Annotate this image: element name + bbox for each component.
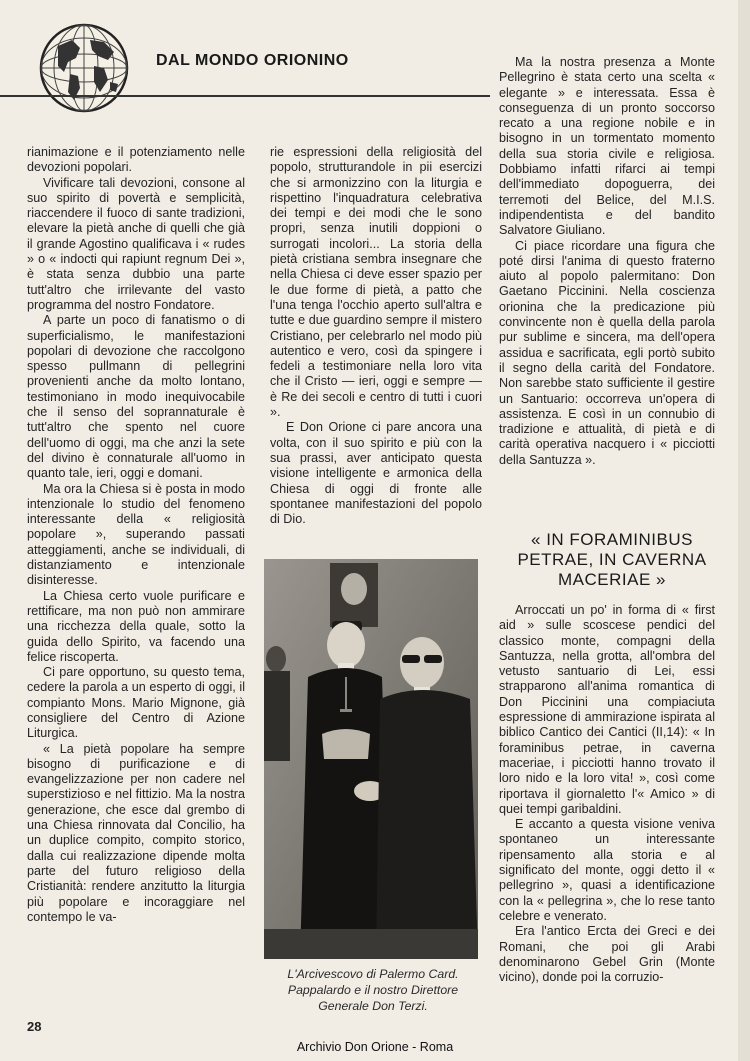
header-rule [0, 95, 490, 97]
paragraph: Ci pare opportuno, su questo tema, cedere la parola a un esperto di oggi, il compianto Mons. Mario Mignone, già consigliere del Centro di Azione Liturgica. [27, 665, 245, 741]
article-column-3 [499, 55, 715, 468]
photo-cardinal-and-director [264, 559, 478, 959]
paragraph: Arroccati un po' in forma di « first aid » sulle scoscese pendici del classico monte, compagni della Santuzza, nella grotta, all'ombra del vetusto santuario di Lei, essi strapparono all'anima romantica di Don Piccinini una compiaciuta espressione di ammirazione ispirata al biblico Cantico dei Cantici (II,14): « In foraminibus petrae, in caverna maceriae, i picciotti hanno trovato il loro nido e la loro vita! », così come riportava il giornaletto l'« Amico » di quei tempi garibaldini. [499, 603, 715, 816]
paragraph: La Chiesa certo vuole purificare e rettificare, ma non può non ammirare una ricchezza della quale, sotto la guida dello Spirito, va facendo una felice riscoperta. [27, 588, 245, 664]
paragraph: Ma ora la Chiesa si è posta in modo intenzionale lo studio del fenomeno interessante della « religiosità popolare », superando passati atteggiamenti, anche se individuali, di distanziamento e intenzionale disinteresse. [27, 481, 245, 588]
section-title: « IN FORAMINIBUS PETRAE, IN CAVERNA MACERIAE » [517, 530, 707, 589]
paragraph: Ci piace ricordare una figura che poté dirsi l'anima di questo fraterno aiuto al popolo palermitano: Don Gaetano Piccinini. Nella coscienza orionina che la predicazione più convincente non è quella della parola pur sublime e sincera, ma dell'opera assidua e sacrificata, egli portò subito il segno della carità del Fondatore. Non sarebbe stato sufficiente il gestire un Santuario: occorreva un'opera di assistenza. E così in un connubio di tradizione e attualità, di pietà e di carità operativa nacquero i « picciotti della Santuzza ». [499, 238, 715, 467]
paragraph: E accanto a questa visione veniva spontaneo un interessante ripensamento alla storia e al significato del monte, oggi detto il « pellegrino », quasi a identificazione con la « pellegrina », che lo rese tanto celebre e venerato. [499, 817, 715, 923]
section-header-title: DAL MONDO ORIONINO [156, 52, 349, 69]
page-number: 28 [27, 1019, 42, 1034]
paragraph: rie espressioni della religiosità del popolo, strutturandole in pii esercizi che si armonizzino con la liturgia e rispettino l'inquadratura celebrativa dei tempi e dei modi che le sono propri, senza inutili doppioni o surrogati incolori... La storia della pietà cristiana sembra insegnare che nella Chiesa ci deve esser spazio per le due forme di pietà, a patto che l'una tenga l'occhio aperto sull'altra e tutte e due guardino sempre il mistero Cristiano, per celebrarlo nel modo più autentico e vero, così da spingere i fedeli a testimoniare nella loro vita che il Cristo — ieri, oggi e sempre — è Re dei secoli e centro di tutti i cuori ». [270, 145, 482, 420]
section-column [499, 603, 715, 985]
archive-watermark: Archivio Don Orione - Roma [296, 1040, 454, 1054]
paragraph: Era l'antico Ercta dei Greci e dei Romani, che poi gli Arabi denominarono Gebel Grin (Monte vicino), donde poi la corruzio- [499, 924, 715, 985]
globe-icon [38, 22, 130, 114]
paragraph: E Don Orione ci pare ancora una volta, con il suo spirito e più con la sua prassi, aver anticipato questa visione intelligente e armonica della Chiesa di oggi di fronte alle spontanee manifestazioni del popolo di Dio. [270, 420, 482, 527]
photo-caption: L'Arcivescovo di Palermo Card. Pappalardo e il nostro Direttore Generale Don Terzi. [287, 967, 459, 1013]
article-column-2 [270, 145, 482, 527]
article-column-1 [27, 145, 245, 925]
paragraph: Ma la nostra presenza a Monte Pellegrino è stata certo una scelta « elegante » e interessata. Essa è conseguenza di un pronto soccorso recato a una regione nobile e in bisogno in un tormentato momento della sua storia civile e religiosa. Dobbiamo infatti rifarci ai tempi dell'immediato dopoguerra, dei terremoti del Belice, del M.I.S. indipendentista e del bandito Salvatore Giuliano. [499, 55, 715, 238]
paragraph: « La pietà popolare ha sempre bisogno di purificazione e di evangelizzazione per non cadere nel superstizioso e nel fittizio. Ma la nostra generazione, che esce dal grembo di una Chiesa rinnovata dal Concilio, ha un duplice compito, compito storico, dalla cui realizzazione dipende molta parte del futuro religioso della Cristianità: rendere anzitutto la liturgia più popolare e incoraggiare nel contempo le va- [27, 741, 245, 924]
paragraph: Vivificare tali devozioni, consone al suo spirito di povertà e semplicità, riaccendere il fuoco di sante tradizioni, elevare la pietà anche di quelli che già il grande Agostino qualificava i « rudes » o « indocti qui rapiunt regnum Dei », è stata senza dubbio una parte tutt'altro che irrilevante del vasto programma del nostro Fondatore. [27, 175, 245, 312]
paragraph: A parte un poco di fanatismo o di superficialismo, le manifestazioni popolari di devozione che raccolgono spesso pullmann di pellegrini provenienti anche da molto lontano, testimoniano in modo inequivocabile che il senso del soprannaturale è tutt'altro che spento nel cuore dell'uomo di oggi, ma che anzi la sete del divino è connaturale all'uomo in quanto tale, ieri, oggi e domani. [27, 313, 245, 481]
page-edge [738, 0, 750, 1061]
paragraph: rianimazione e il potenziamento nelle devozioni popolari. [27, 145, 245, 175]
